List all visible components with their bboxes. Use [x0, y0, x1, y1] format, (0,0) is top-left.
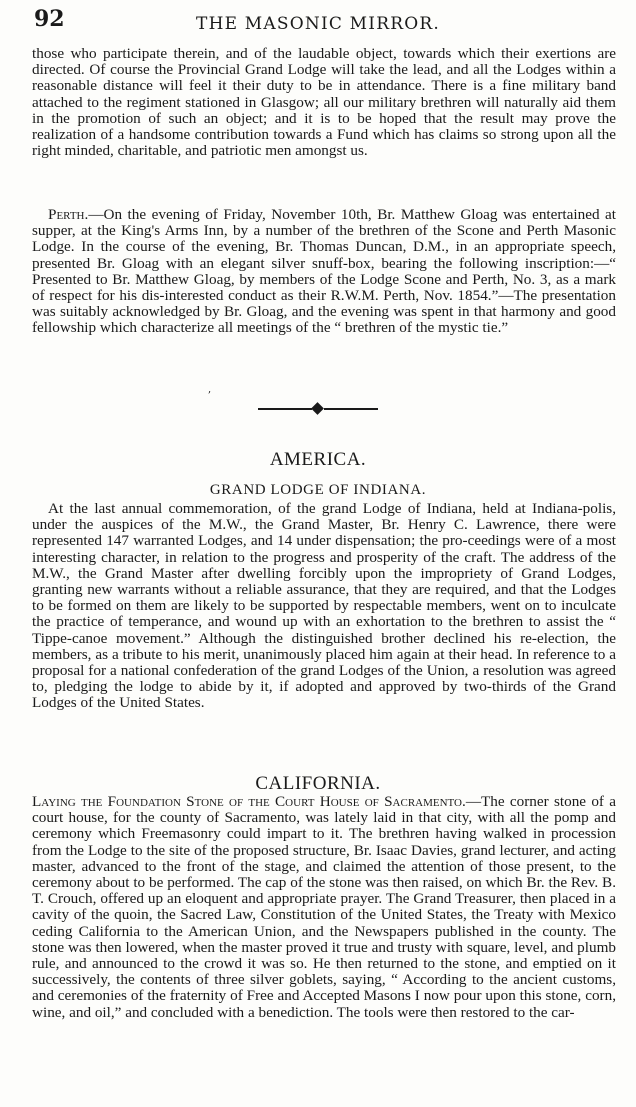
california-heading: CALIFORNIA.	[255, 773, 381, 794]
america-heading: AMERICA.	[269, 449, 367, 470]
perth-text: —On the evening of Friday, November 10th, Br. Matthew Gloag was entertained at supper, at the King's Arms Inn, by a number of the brethren of the Scone and Perth Masonic Lodge. In the course of the evening, Br. Thomas Duncan, D.M., in an appropriate speech, presented Br. Gloag with an elegant silver snuff-box, bearing the following inscription:—“ Presented to Br. Matthew Gloag, by members of the Lodge Scone and Perth, No. 3, as a mark of respect for his dis-interested conduct as their R.W.M. Perth, Nov. 1854.”—The presentation was suitably acknowledged by Br. Gloag, and the evening was spent in that harmony and good fellowship which characterize all meetings of the “ brethren of the mystic tie.”	[32, 206, 616, 337]
indiana-subheading: GRAND LODGE OF INDIANA.	[209, 482, 427, 498]
journal-title: THE MASONIC MIRROR.	[196, 14, 440, 34]
page-number: 92	[34, 6, 65, 32]
running-head	[0, 6, 636, 36]
sacramento-lead: Laying the Foundation Stone of the Court House of Sacramento.	[32, 793, 466, 810]
indiana-paragraph: At the last annual commemoration, of the grand Lodge of Indiana, held at Indiana-polis, under the auspices of the M.W., the Grand Master, Br. Henry C. Lawrence, there were represented 147 warranted Lodges, and 14 under dispensation; the pro-ceedings were of a most interesting character, in relation to the progress and prosperity of the craft. The address of the M.W., the Grand Master after dwelling forcibly upon the impropriety of Grand Lodges, granting new warrants without a reliable assurance, that they are required, and that the Lodges to be formed on them are likely to be supported by respectable members, went on to inculcate the practice of temperance, and wound up with an exhortation to the brethren to assist the “ Tippe-canoe movement.” Although the distinguished brother declined his re-election, the members, as a tribute to his merit, unanimously placed him again at their head. In reference to a proposal for a national confederation of the grand Lodges of the Union, a resolution was agreed to, pledging the lodge to abide by it, if adopted and approved by two-thirds of the Grand Lodges of the United States.	[32, 500, 616, 712]
perth-paragraph	[32, 207, 616, 337]
sacramento-text: —The corner stone of a court house, for the county of Sacramento, was lately laid in that city, with all the pomp and ceremony which Freemasonry could impart to it. The brethren having walked in procession from the Lodge to the site of the proposed structure, Br. Isaac Davies, grand lecturer, and acting master, advanced to the front of the stage, and claimed the attention of those present, to the ceremony about to be performed. The cap of the stone was then raised, on which Br. the Rev. B. T. Crouch, offered up an eloquent and appropriate prayer. The Grand Treasurer, then placed in a cavity of the quoin, the Sacred Law, Constitution of the United States, the Treaty with Mexico ceding California to the American Union, and the Newspapers published in the county. The stone was then lowered, when the master proved it true and trusty with square, level, and plumb rule, and announced to the crowd it was so. He then returned to the stone, and emptied on it successively, the contents of three silver goblets, saying, “ According to the ancient customs, and ceremonies of the fraternity of Free and Accepted Masons I now pour upon this stone, corn, wine, and oil,” and concluded with a benediction. The tools were then restored to the car-	[32, 793, 617, 1021]
section-divider-ornament	[258, 402, 378, 416]
stray-mark: ,	[208, 384, 212, 395]
divider-rule-right	[324, 408, 378, 410]
divider-rule-left	[258, 408, 312, 410]
sacramento-paragraph	[32, 794, 616, 1021]
perth-lead: Perth.	[48, 206, 89, 223]
continued-paragraph: those who participate therein, and of the laudable object, towards which their exertions are directed. Of course the Provincial Grand Lodge will take the lead, and all the Lodges within a reasonable distance will feel it their duty to be in attendance. There is a fine military band attached to the regiment stationed in Glasgow; all our military brethren will naturally aid them in the promotion of such an object; and it is to be hoped that the result may prove the realization of a handsome contribution towards a Fund which has claims so strong upon all the right minded, charitable, and patriotic men amongst us.	[32, 45, 616, 160]
diamond-icon	[311, 402, 324, 415]
